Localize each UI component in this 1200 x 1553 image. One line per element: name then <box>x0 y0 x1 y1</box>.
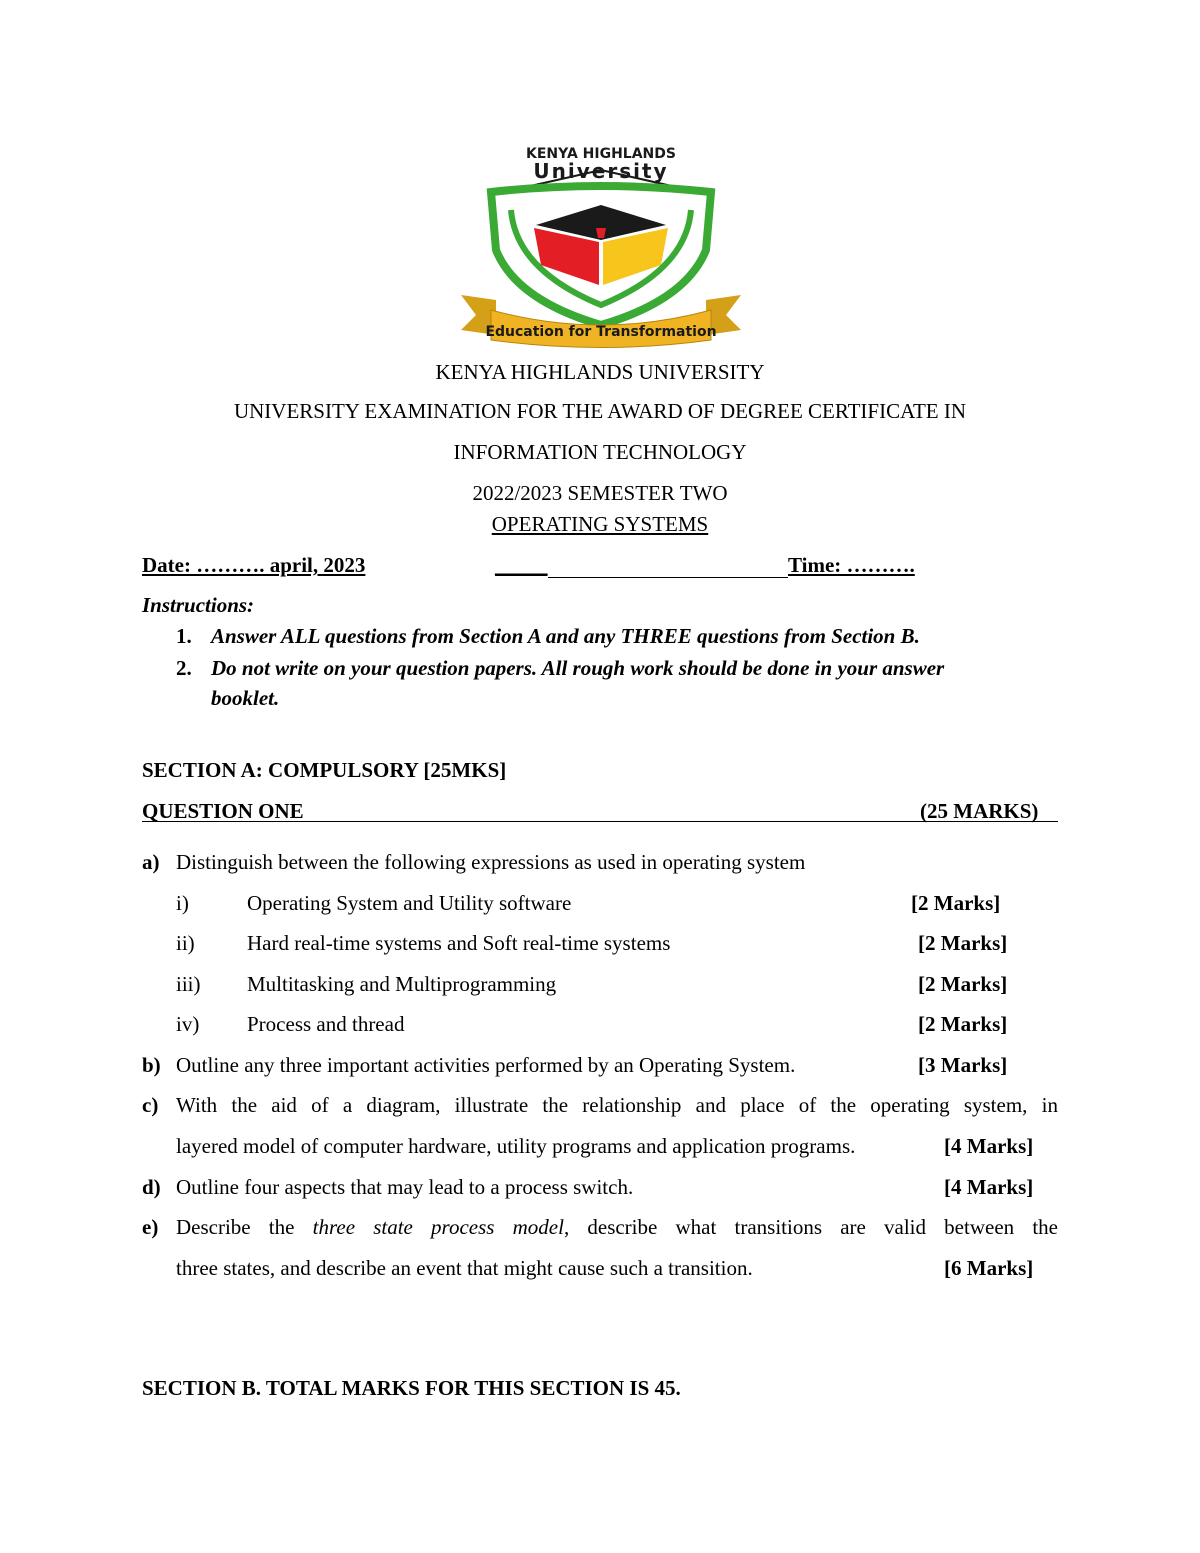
part-d-marks: [4 Marks] <box>944 1175 1034 1199</box>
section-a-title: SECTION A: COMPULSORY [25MKS] <box>142 758 507 782</box>
sub-iv-text: Process and thread <box>247 1012 405 1036</box>
sub-ii-marks: [2 Marks] <box>918 931 1008 955</box>
sub-ii-text: Hard real-time systems and Soft real-time systems <box>247 931 671 955</box>
section-b-title: SECTION B. TOTAL MARKS FOR THIS SECTION IS 45. <box>142 1376 681 1400</box>
instruction-2-text: Do not write on your question papers. All rough work should be done in your answer <box>211 656 945 680</box>
sub-iii-marks: [2 Marks] <box>918 972 1008 996</box>
question-one-marks: (25 MARKS) <box>920 799 1039 823</box>
part-c-text: With the aid of a diagram, illustrate the relationship and place of the operating system, in <box>176 1093 1058 1117</box>
date-underline <box>548 577 788 578</box>
part-c-marks: [4 Marks] <box>944 1134 1034 1158</box>
question-one-label: QUESTION ONE <box>142 799 304 823</box>
university-name: KENYA HIGHLANDS UNIVERSITY <box>435 360 765 384</box>
part-e-emphasis: three state process model <box>312 1215 564 1239</box>
exam-title: UNIVERSITY EXAMINATION FOR THE AWARD OF DEGREE CERTIFICATE IN <box>233 399 967 423</box>
part-b-label: b) <box>142 1053 161 1077</box>
part-e-marks: [6 Marks] <box>944 1256 1034 1280</box>
part-b-marks: [3 Marks] <box>918 1053 1008 1077</box>
sub-i-text: Operating System and Utility software <box>247 891 572 915</box>
time-field: Time: ………. <box>788 553 915 577</box>
logo-motto: Education for Transformation <box>485 324 717 340</box>
part-e-label: e) <box>142 1215 159 1239</box>
course-title: OPERATING SYSTEMS <box>491 512 709 536</box>
part-e-text-end: , describe what transitions are valid between the <box>563 1215 1058 1239</box>
part-e-text-cont: three states, and describe an event that might cause such a transition. <box>176 1256 753 1280</box>
part-a-text: Distinguish between the following expressions as used in operating system <box>176 850 806 874</box>
part-d-text: Outline four aspects that may lead to a process switch. <box>176 1175 634 1199</box>
part-a-label: a) <box>142 850 160 874</box>
sub-iii-text: Multitasking and Multiprogramming <box>247 972 557 996</box>
date-field: Date: ………. april, 2023 <box>142 553 366 577</box>
logo-name-text: University <box>533 159 669 183</box>
sub-iv-marks: [2 Marks] <box>918 1012 1008 1036</box>
sub-iii-number: iii) <box>176 972 201 996</box>
sub-i-number: i) <box>176 891 189 915</box>
date-blank: _____ <box>495 553 548 577</box>
part-e-text <box>176 1215 1058 1240</box>
part-e-text-start: Describe the <box>176 1215 295 1239</box>
question-one-underline <box>142 821 1058 822</box>
instruction-1-text: Answer ALL questions from Section A and any THREE questions from Section B. <box>211 624 920 648</box>
instruction-2-text-cont: booklet. <box>211 686 280 710</box>
sub-iv-number: iv) <box>176 1012 200 1036</box>
university-logo <box>456 140 746 350</box>
semester-title: 2022/2023 SEMESTER TWO <box>472 481 728 505</box>
instruction-1-number: 1. <box>176 624 192 648</box>
part-d-label: d) <box>142 1175 161 1199</box>
part-c-text-cont: layered model of computer hardware, utility programs and application programs. <box>176 1134 856 1158</box>
instruction-2-number: 2. <box>176 656 192 680</box>
sub-ii-number: ii) <box>176 931 195 955</box>
part-b-text: Outline any three important activities performed by an Operating System. <box>176 1053 796 1077</box>
part-c-label: c) <box>142 1093 159 1117</box>
sub-i-marks: [2 Marks] <box>911 891 1001 915</box>
program-title: INFORMATION TECHNOLOGY <box>453 440 747 464</box>
logo-top-text: KENYA HIGHLANDS <box>526 146 676 162</box>
instructions-title: Instructions: <box>142 593 255 617</box>
